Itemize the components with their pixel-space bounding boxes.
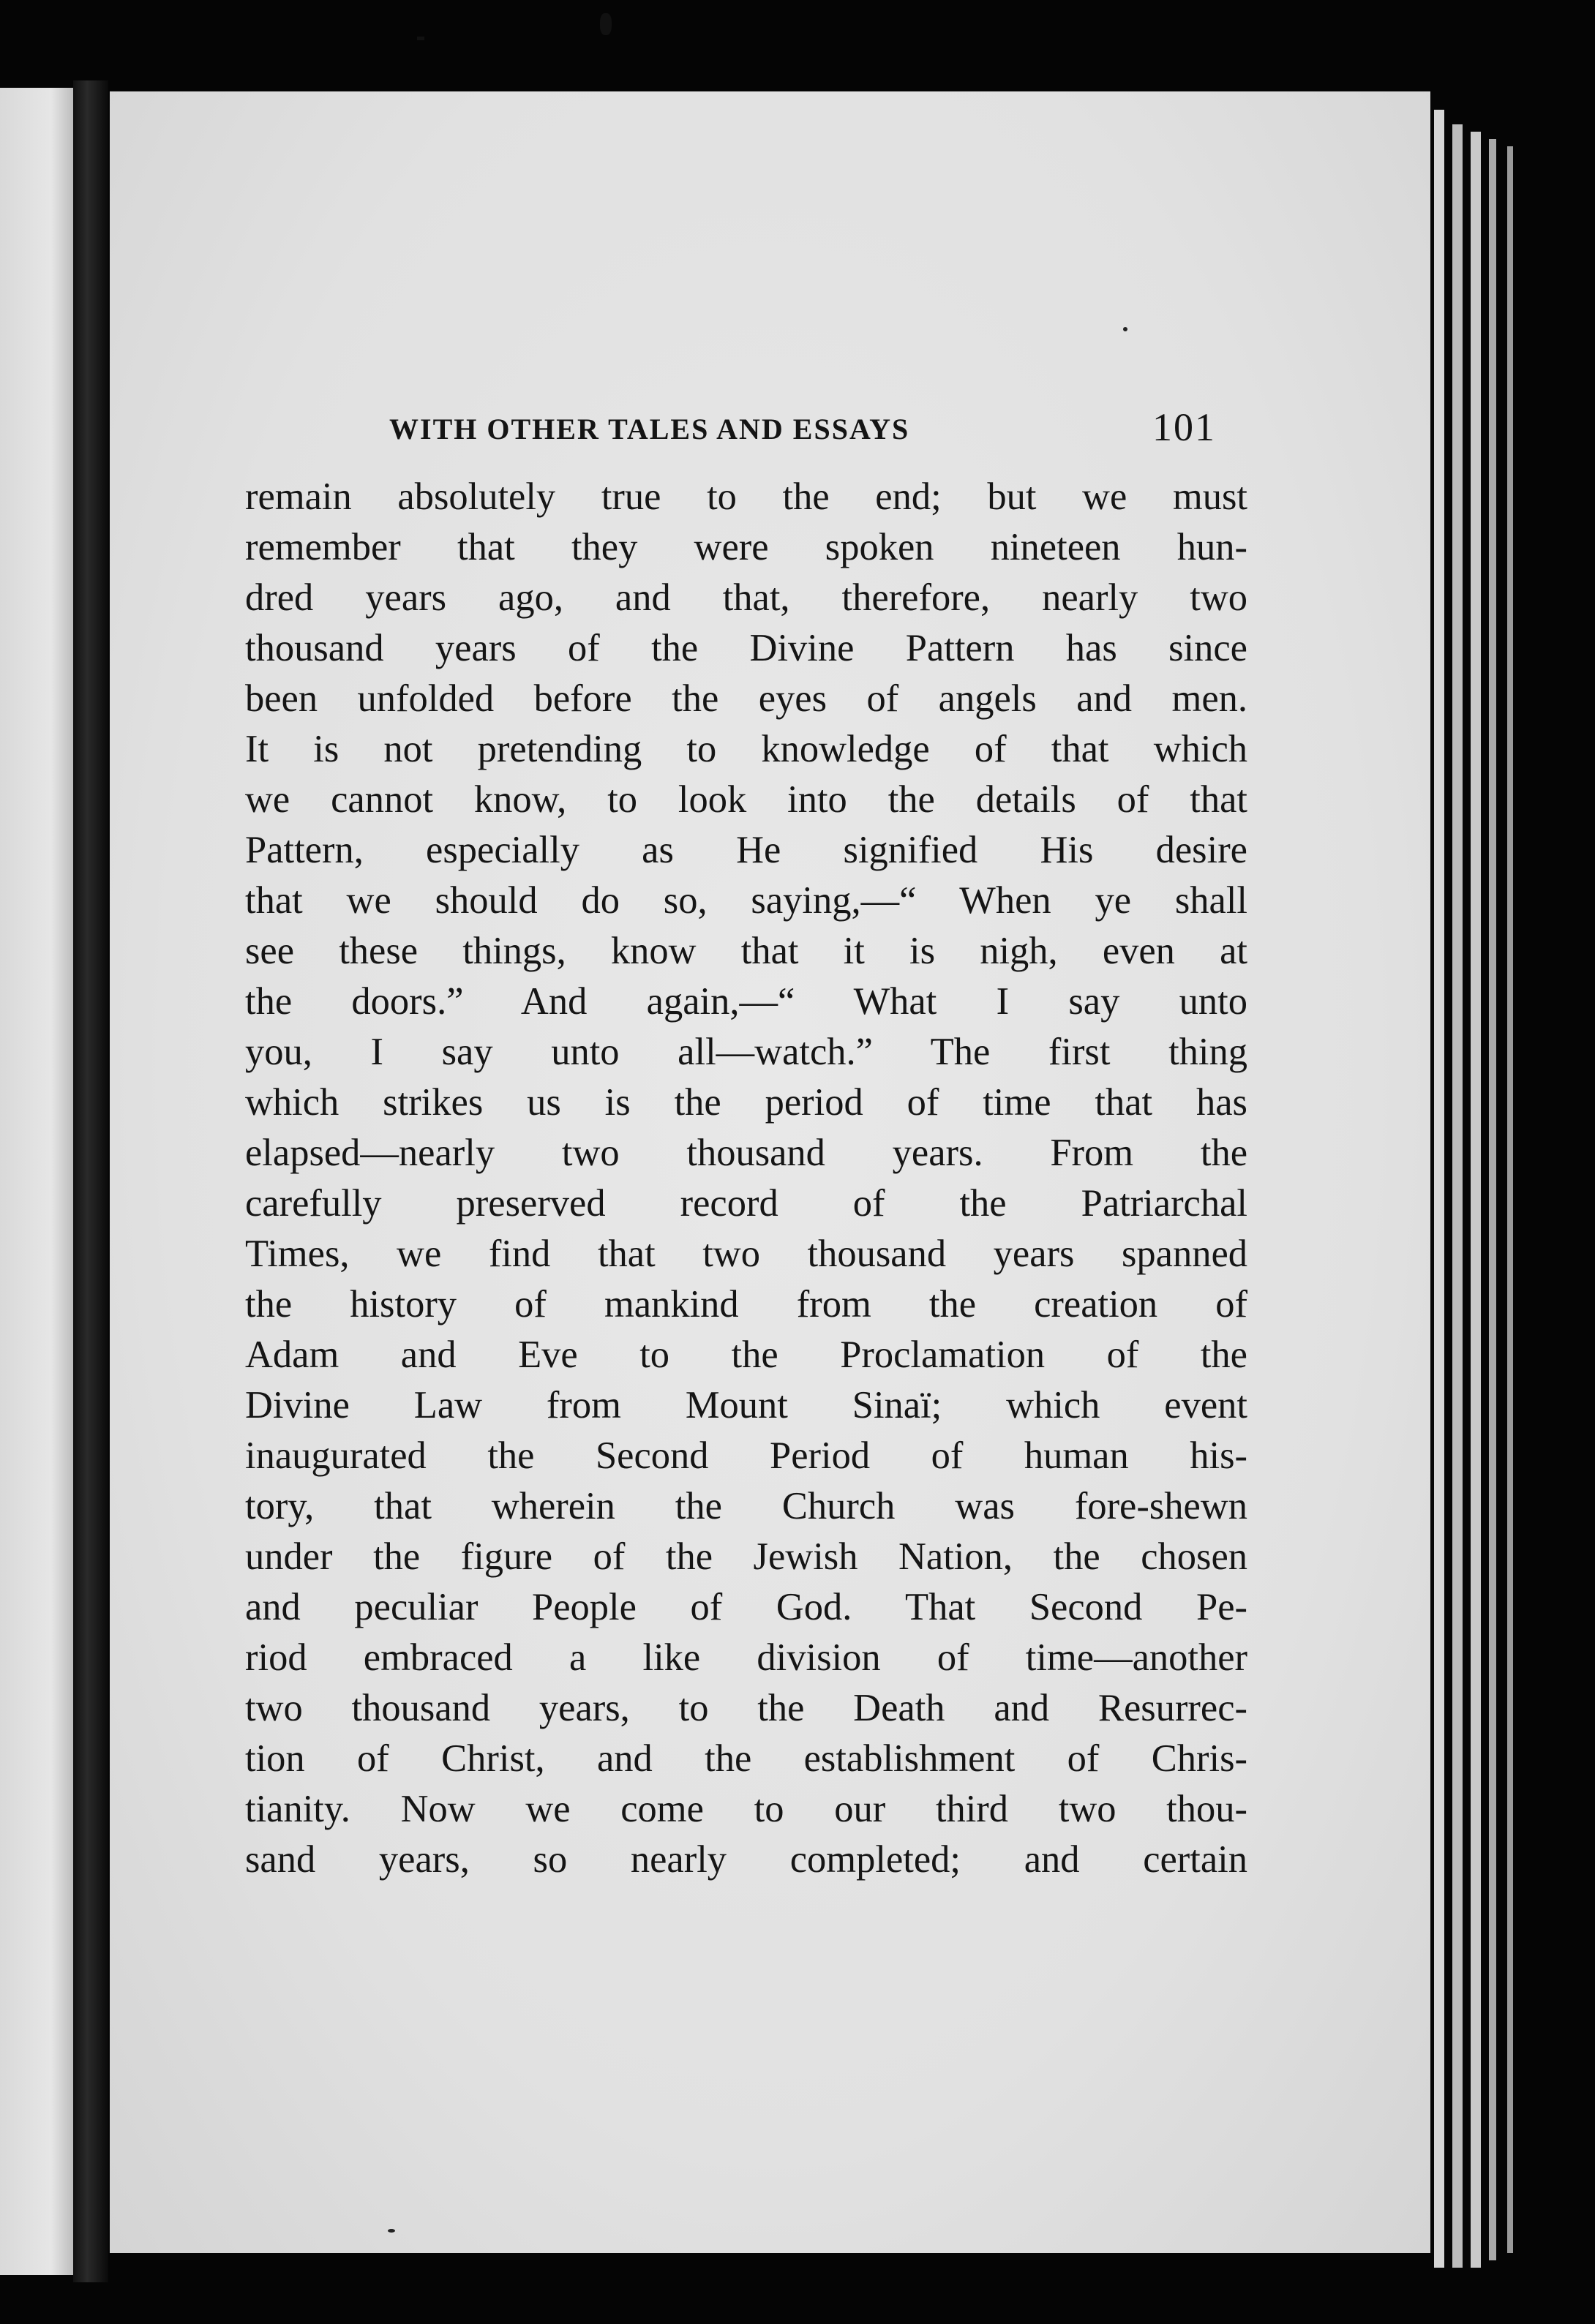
text-line: thousand years of the Divine Pattern has since (245, 627, 1247, 669)
page-speck (388, 2229, 395, 2233)
previous-page-edge (0, 88, 73, 2275)
text-line: see these things, know that it is nigh, even at (245, 930, 1247, 972)
text-line: dred years ago, and that, therefore, nearly two (245, 576, 1247, 619)
text-line: two thousand years, to the Death and Resurrec- (245, 1687, 1247, 1729)
running-title: WITH OTHER TALES AND ESSAYS (389, 413, 910, 445)
text-line: remember that they were spoken nineteen hun- (245, 526, 1247, 568)
page-stack-edge (1507, 146, 1513, 2253)
text-line: inaugurated the Second Period of human his- (245, 1434, 1247, 1477)
text-line: Adam and Eve to the Proclamation of the (245, 1334, 1247, 1376)
text-line: carefully preserved record of the Patriarchal (245, 1182, 1247, 1225)
text-line: remain absolutely true to the end; but we must (245, 475, 1247, 518)
text-line: sand years, so nearly completed; and certain (245, 1838, 1247, 1881)
text-line: you, I say unto all—watch.” The first thing (245, 1031, 1247, 1073)
page-stack-edge (1489, 139, 1496, 2260)
text-line: tory, that wherein the Church was fore-shewn (245, 1485, 1247, 1527)
book-gutter (73, 80, 108, 2282)
text-line: the doors.” And again,—“ What I say unto (245, 980, 1247, 1023)
text-line: which strikes us is the period of time that has (245, 1081, 1247, 1124)
text-line: tion of Christ, and the establishment of Chris- (245, 1737, 1247, 1780)
body-text (245, 472, 1247, 1885)
text-line: Pattern, especially as He signified His desire (245, 829, 1247, 871)
book-page (110, 91, 1430, 2253)
text-line: riod embraced a like division of time—another (245, 1636, 1247, 1679)
page-stack-edge (1471, 132, 1481, 2268)
text-line: elapsed—nearly two thousand years. From the (245, 1132, 1247, 1174)
page-number: 101 (1152, 405, 1216, 449)
scan-speck (417, 37, 424, 40)
text-line: tianity. Now we come to our third two thou- (245, 1788, 1247, 1830)
text-line: that we should do so, saying,—“ When ye shall (245, 879, 1247, 922)
scan-speck (600, 13, 612, 35)
text-line: the history of mankind from the creation of (245, 1283, 1247, 1325)
page-stack-edge (1452, 124, 1463, 2268)
text-line: been unfolded before the eyes of angels and men. (245, 677, 1247, 720)
text-line: and peculiar People of God. That Second Pe- (245, 1586, 1247, 1628)
running-header (389, 405, 1216, 463)
text-line: under the figure of the Jewish Nation, the chosen (245, 1535, 1247, 1578)
text-line: Times, we find that two thousand years spanned (245, 1233, 1247, 1275)
text-line: It is not pretending to knowledge of that which (245, 728, 1247, 770)
text-line: we cannot know, to look into the details of that (245, 778, 1247, 821)
page-speck (1123, 327, 1127, 331)
text-line: Divine Law from Mount Sinaï; which event (245, 1384, 1247, 1426)
page-stack-edge (1434, 110, 1444, 2268)
